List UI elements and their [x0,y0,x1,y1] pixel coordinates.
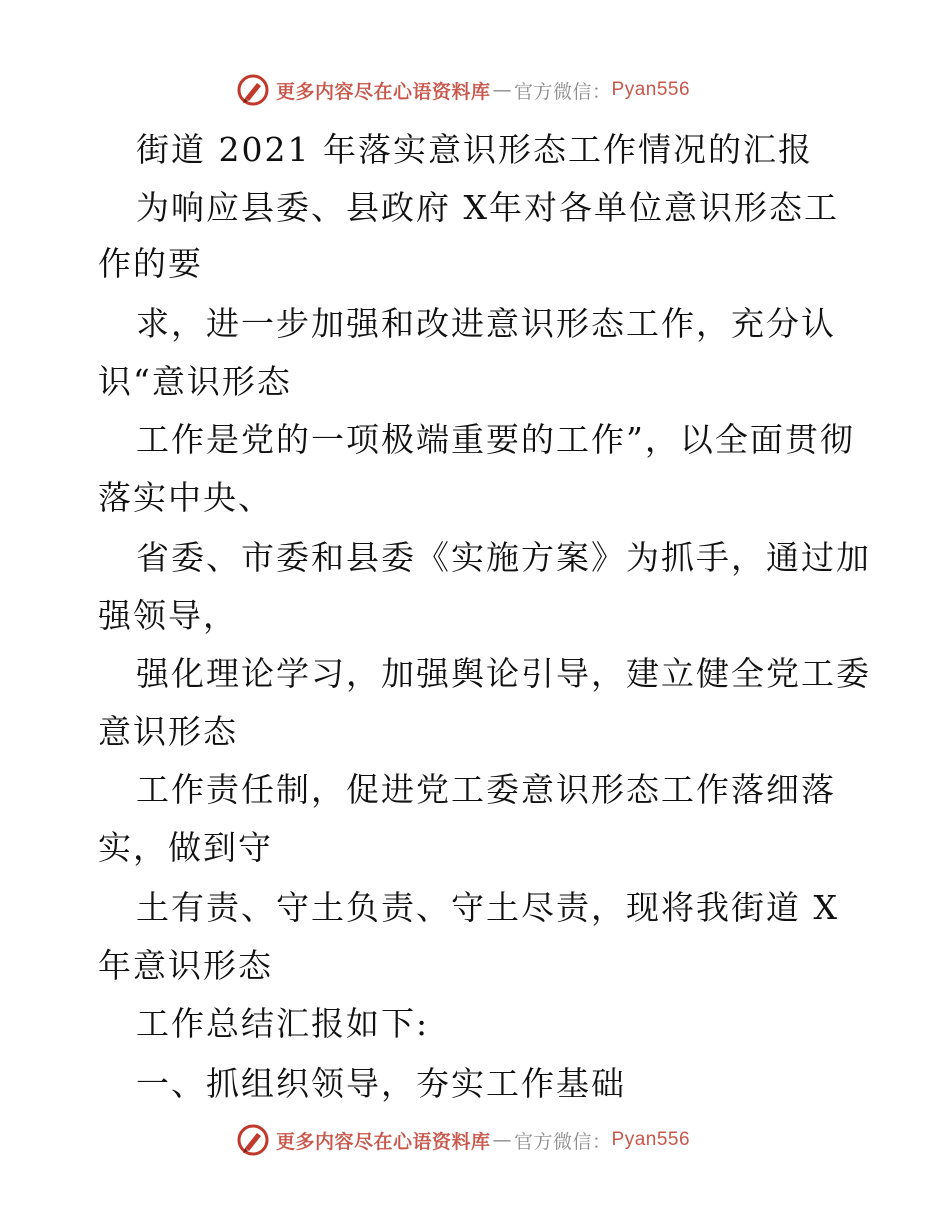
paragraph-line: 强领导， [98,596,238,635]
pen-logo-icon [236,73,270,107]
paragraph-line: 省委、市委和县委《实施方案》为抓手，通过加 [136,538,871,577]
paragraph-line: 工作总结汇报如下: [136,1004,430,1043]
watermark-wechat-id: Pyan556 [611,79,691,100]
paragraph-line: 工作是党的一项极端重要的工作”，以全面贯彻 [136,420,855,459]
watermark-label: 官方微信： [514,80,612,103]
watermark-brand: 更多内容尽在心语资料库 [276,1130,491,1153]
watermark-brand: 更多内容尽在心语资料库 [276,80,491,103]
paragraph-line: 求，进一步加强和改进意识形态工作，充分认 [136,304,836,343]
document-title: 街道 2021 年落实意识形态工作情况的汇报 [136,130,813,169]
paragraph-line: 识“意识形态 [98,362,292,401]
pen-logo-icon [236,1123,270,1157]
paragraph-line: 作的要 [98,244,203,283]
watermark-dash: — [492,79,513,101]
paragraph-line: 落实中央、 [98,478,273,517]
watermark-header [236,72,690,108]
paragraph-line: 实，做到守 [98,828,273,867]
paragraph-line: 工作责任制，促进党工委意识形态工作落细落 [136,770,836,809]
paragraph-line: 强化理论学习，加强舆论引导，建立健全党工委 [136,654,871,693]
watermark-dash: — [492,1129,513,1151]
watermark-label: 官方微信： [514,1130,612,1153]
paragraph-line: 为响应县委、县政府 X年对各单位意识形态工 [136,188,839,227]
section-heading: 一、抓组织领导，夯实工作基础 [136,1064,626,1103]
paragraph-line: 年意识形态 [98,946,273,985]
paragraph-line: 土有责、守土负责、守土尽责，现将我街道 X [136,888,839,927]
watermark-footer [236,1122,690,1158]
paragraph-line: 意识形态 [98,712,238,751]
watermark-wechat-id: Pyan556 [611,1129,691,1150]
